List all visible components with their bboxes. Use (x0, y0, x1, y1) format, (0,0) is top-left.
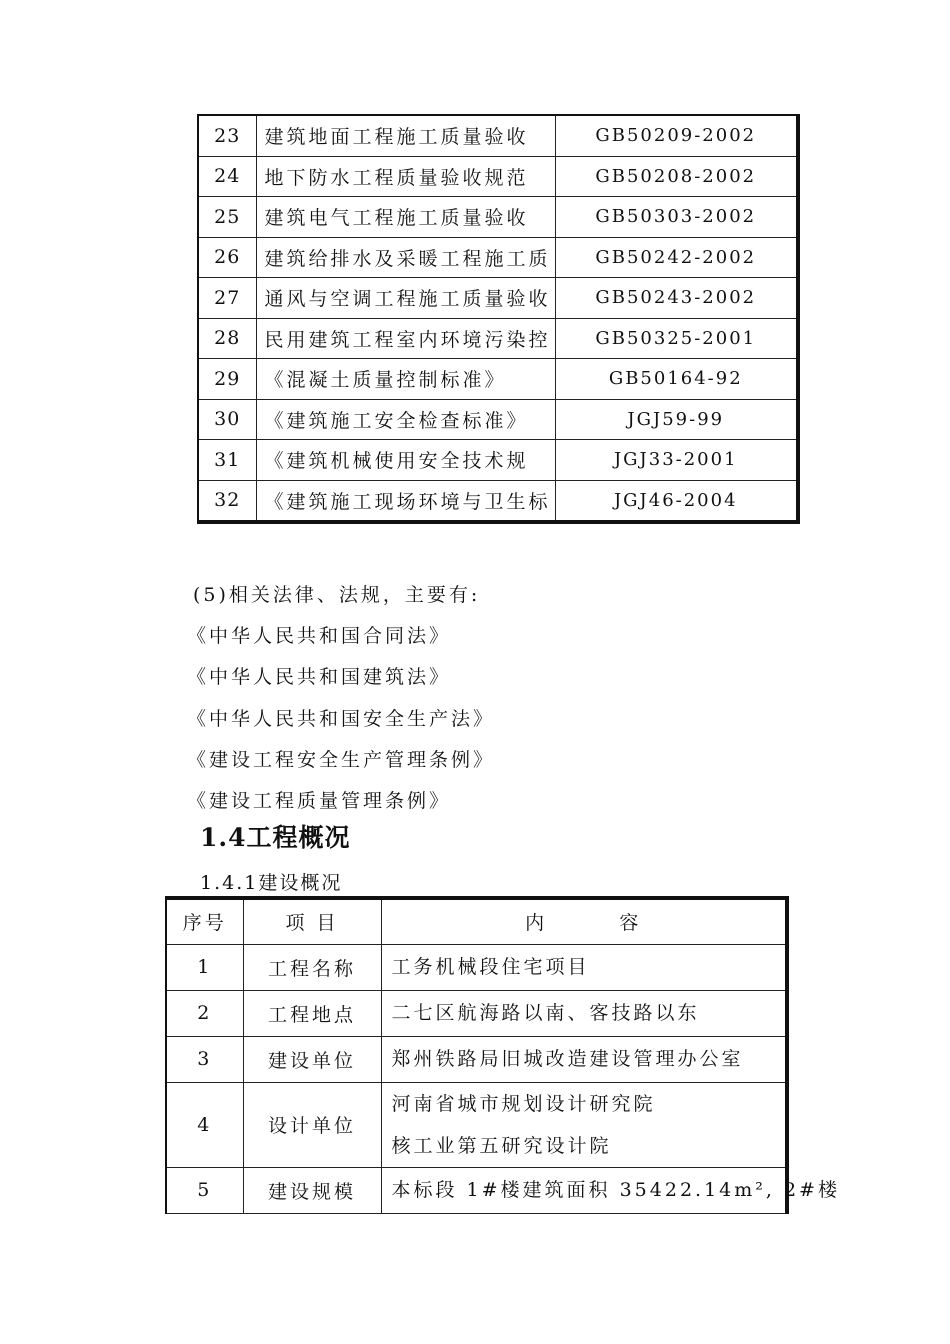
standard-name: 民用建筑工程室内环境污染控 (256, 318, 555, 359)
info-row (166, 990, 787, 1036)
laws-intro: (5)相关法律、法规，主要有: (193, 584, 481, 606)
standard-code: JGJ33-2001 (555, 440, 798, 481)
info-item-label: 设计单位 (243, 1082, 381, 1167)
info-row (166, 1036, 787, 1082)
info-item-content (381, 1167, 840, 1213)
standard-name: 建筑电气工程施工质量验收 (256, 197, 555, 238)
standards-row (198, 440, 798, 481)
standard-name: 建筑给排水及采暖工程施工质 (256, 237, 555, 278)
row-number: 28 (198, 318, 256, 359)
info-row (166, 944, 787, 990)
info-content-line: 郑州铁路局旧城改造建设管理办公室 (391, 1048, 744, 1070)
info-item-content (381, 990, 787, 1036)
standard-code: JGJ59-99 (555, 399, 798, 440)
info-item-label: 建设单位 (243, 1036, 381, 1082)
info-table-body (166, 944, 840, 1213)
standards-row (198, 359, 798, 400)
standards-row (198, 237, 798, 278)
standard-name: 《建筑机械使用安全技术规 (256, 440, 555, 481)
standards-row (198, 480, 798, 522)
project-info-table (165, 896, 840, 1214)
info-content-line: 本标段 1#楼建筑面积 35422.14m², 2#楼 (391, 1179, 840, 1201)
info-content-line: 核工业第五研究设计院 (391, 1134, 612, 1157)
row-number: 26 (198, 237, 256, 278)
standard-code: GB50325-2001 (555, 318, 798, 359)
info-row (166, 1167, 787, 1213)
standard-name: 《混凝土质量控制标准》 (256, 359, 555, 400)
row-number: 31 (198, 440, 256, 481)
standards-row (198, 399, 798, 440)
standard-code: GB50208-2002 (555, 156, 798, 197)
row-number: 32 (198, 480, 256, 522)
info-row (166, 1082, 787, 1167)
row-number: 25 (198, 197, 256, 238)
standard-code: GB50303-2002 (555, 197, 798, 238)
info-item-content (381, 1036, 787, 1082)
standard-name: 《建筑施工安全检查标准》 (256, 399, 555, 440)
standards-row (198, 278, 798, 319)
row-number: 29 (198, 359, 256, 400)
info-item-label: 建设规模 (243, 1167, 381, 1213)
standards-row (198, 318, 798, 359)
law-item: 《中华人民共和国安全生产法》 (187, 708, 496, 730)
row-number: 27 (198, 278, 256, 319)
info-row-number: 5 (166, 1167, 243, 1213)
info-item-label: 工程名称 (243, 944, 381, 990)
standard-code: GB50209-2002 (555, 115, 798, 156)
info-row-number: 1 (166, 944, 243, 990)
standard-code: GB50243-2002 (555, 278, 798, 319)
law-item: 《中华人民共和国建筑法》 (187, 666, 452, 688)
standards-row (198, 197, 798, 238)
standard-code: GB50164-92 (555, 359, 798, 400)
standard-name: 地下防水工程质量验收规范 (256, 156, 555, 197)
info-table-header-row (166, 898, 787, 944)
info-item-content (381, 1082, 787, 1167)
standards-table (197, 114, 800, 524)
info-item-content (381, 944, 787, 990)
standards-table-body (198, 115, 798, 522)
header-no: 序号 (166, 898, 243, 944)
row-number: 23 (198, 115, 256, 156)
info-row-number: 3 (166, 1036, 243, 1082)
header-item: 项 目 (243, 898, 381, 944)
info-content-line: 二七区航海路以南、客技路以东 (391, 1002, 700, 1024)
law-item: 《建设工程质量管理条例》 (187, 790, 452, 812)
law-item: 《建设工程安全生产管理条例》 (187, 749, 496, 771)
standards-row (198, 156, 798, 197)
header-content: 内 容 (381, 898, 787, 944)
standard-name: 通风与空调工程施工质量验收 (256, 278, 555, 319)
row-number: 30 (198, 399, 256, 440)
section-subheading: 1.4.1建设概况 (200, 872, 343, 894)
standard-name: 建筑地面工程施工质量验收 (256, 115, 555, 156)
info-row-number: 4 (166, 1082, 243, 1167)
info-content-line: 工务机械段住宅项目 (391, 956, 590, 978)
info-item-label: 工程地点 (243, 990, 381, 1036)
law-item: 《中华人民共和国合同法》 (187, 625, 452, 647)
standards-row (198, 115, 798, 156)
standard-code: GB50242-2002 (555, 237, 798, 278)
section-heading: 1.4工程概况 (200, 823, 351, 852)
info-content-line: 河南省城市规划设计研究院 (391, 1092, 656, 1115)
standard-name: 《建筑施工现场环境与卫生标 (256, 480, 555, 522)
row-number: 24 (198, 156, 256, 197)
info-row-number: 2 (166, 990, 243, 1036)
standard-code: JGJ46-2004 (555, 480, 798, 522)
